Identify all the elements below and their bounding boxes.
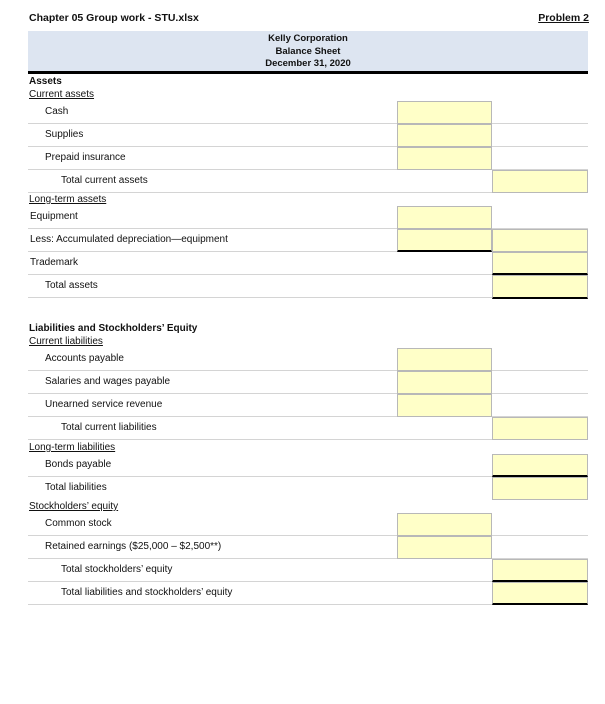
supplies-input-cell[interactable] <box>397 124 492 147</box>
current-assets-heading: Current assets <box>29 89 95 100</box>
supplies-label: Supplies <box>45 129 84 140</box>
net-equipment-cell[interactable] <box>492 229 588 252</box>
prepaid-label: Prepaid insurance <box>45 152 126 163</box>
row-salaries <box>28 371 588 394</box>
statement-name: Balance Sheet <box>275 45 341 57</box>
row-supplies <box>28 124 588 147</box>
row-common-stock <box>28 513 588 536</box>
bonds-label: Bonds payable <box>45 459 112 470</box>
row-equipment <box>28 206 588 229</box>
accounts-payable-label: Accounts payable <box>45 353 124 364</box>
accum-dep-input-cell[interactable] <box>397 229 492 252</box>
trademark-cell[interactable] <box>492 252 588 275</box>
row-cash <box>28 101 588 124</box>
retained-earnings-label: Retained earnings ($25,000 – $2,500**) <box>45 541 222 552</box>
total-equity-label: Total stockholders’ equity <box>61 564 173 575</box>
salaries-label: Salaries and wages payable <box>45 376 171 387</box>
total-current-liabilities-label: Total current liabilities <box>61 422 157 433</box>
row-retained-earnings <box>28 536 588 559</box>
common-stock-label: Common stock <box>45 518 112 529</box>
prepaid-input-cell[interactable] <box>397 147 492 170</box>
row-prepaid <box>28 147 588 170</box>
total-liabilities-equity-cell[interactable] <box>492 582 588 605</box>
statement-date: December 31, 2020 <box>265 58 351 69</box>
retained-earnings-input-cell[interactable] <box>397 536 492 559</box>
equipment-label: Equipment <box>30 211 78 222</box>
row-accounts-payable <box>28 348 588 371</box>
unearned-input-cell[interactable] <box>397 394 492 417</box>
file-title: Chapter 05 Group work - STU.xlsx <box>29 12 199 24</box>
total-liabilities-cell[interactable] <box>492 477 588 500</box>
total-assets-cell[interactable] <box>492 275 588 299</box>
statement-title-band <box>28 31 588 74</box>
liabilities-equity-heading: Liabilities and Stockholders’ Equity <box>29 323 198 334</box>
stockholders-equity-heading: Stockholders’ equity <box>29 501 119 512</box>
long-term-liabilities-heading: Long-term liabilities <box>29 442 116 453</box>
cash-input-cell[interactable] <box>397 101 492 124</box>
long-term-assets-heading: Long-term assets <box>29 194 107 205</box>
bonds-cell[interactable] <box>492 454 588 477</box>
salaries-input-cell[interactable] <box>397 371 492 394</box>
total-current-liabilities-cell[interactable] <box>492 417 588 440</box>
current-liabilities-heading: Current liabilities <box>29 336 103 347</box>
row-unearned <box>28 394 588 417</box>
total-equity-cell[interactable] <box>492 559 588 582</box>
total-current-assets-cell[interactable] <box>492 170 588 193</box>
unearned-label: Unearned service revenue <box>45 399 163 410</box>
assets-heading: Assets <box>29 76 62 87</box>
equipment-input-cell[interactable] <box>397 206 492 229</box>
common-stock-input-cell[interactable] <box>397 513 492 536</box>
total-assets-label: Total assets <box>45 280 98 291</box>
company-name: Kelly Corporation <box>268 33 348 44</box>
trademark-label: Trademark <box>30 257 78 268</box>
accounts-payable-input-cell[interactable] <box>397 348 492 371</box>
total-liabilities-equity-label: Total liabilities and stockholders’ equity <box>61 587 233 598</box>
total-liabilities-label: Total liabilities <box>45 482 107 493</box>
problem-label: Problem 2 <box>538 12 589 24</box>
cash-label: Cash <box>45 106 69 117</box>
accum-dep-label: Less: Accumulated depreciation—equipment <box>30 234 228 245</box>
total-current-assets-label: Total current assets <box>61 175 148 186</box>
